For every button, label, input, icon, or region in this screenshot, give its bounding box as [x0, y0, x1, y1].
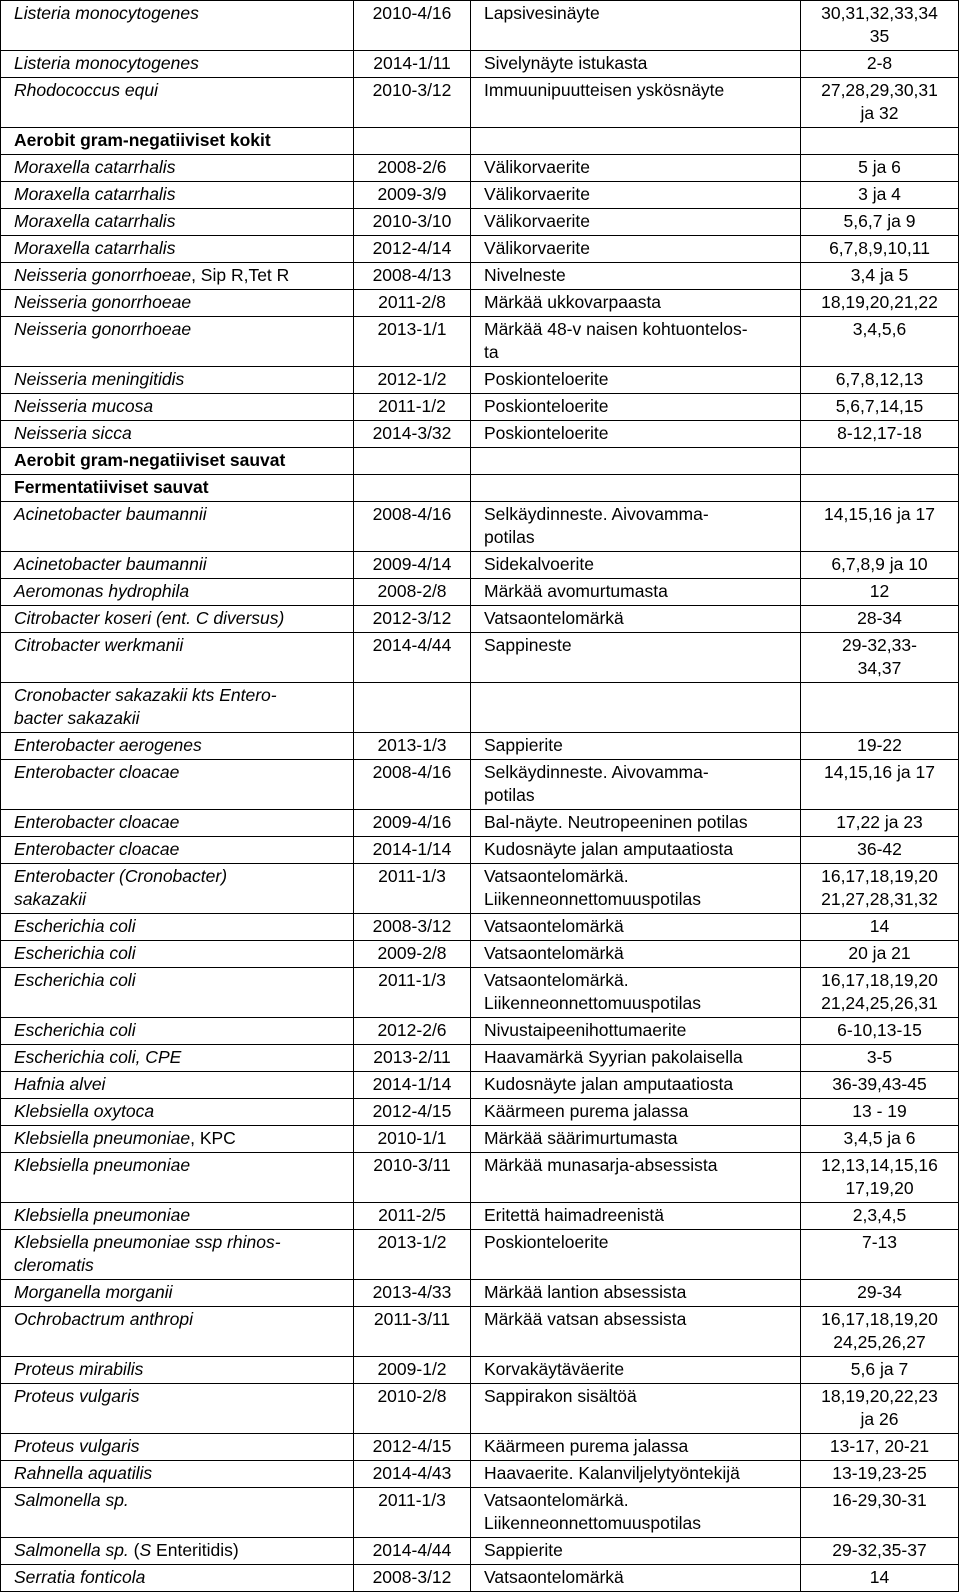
organism-name: Salmonella sp.: [14, 1490, 129, 1510]
pages-cell: 13-19,23-25: [801, 1461, 959, 1488]
pages-cell: 3,4,5 ja 6: [801, 1126, 959, 1153]
code-cell: 2014-4/44: [354, 1538, 471, 1565]
organism-cell: [1, 1280, 354, 1307]
pages-cell: 16,17,18,19,20 21,24,25,26,31: [801, 968, 959, 1018]
pages-cell: 8-12,17-18: [801, 421, 959, 448]
organism-name: Citrobacter koseri (ent. C diversus): [14, 608, 285, 628]
sample-cell: Lapsivesinäyte: [471, 1, 801, 51]
pages-cell: 16,17,18,19,20 24,25,26,27: [801, 1307, 959, 1357]
organism-cell: [1, 633, 354, 683]
organism-name: Neisseria gonorrhoeae: [14, 319, 192, 339]
pages-cell: [801, 683, 959, 733]
code-cell: 2012-4/15: [354, 1099, 471, 1126]
pages-cell: 7-13: [801, 1230, 959, 1280]
organism-name: Acinetobacter baumannii: [14, 504, 207, 524]
table-row: [1, 1126, 959, 1153]
organism-note: (: [128, 1540, 140, 1560]
organism-cell: [1, 1434, 354, 1461]
pages-cell: 29-34: [801, 1280, 959, 1307]
table-row: [1, 1384, 959, 1434]
section-heading-row: [1, 475, 959, 502]
sample-cell: Vatsaontelomärkä: [471, 941, 801, 968]
organism-name: Escherichia coli: [14, 943, 136, 963]
code-cell: 2014-4/43: [354, 1461, 471, 1488]
code-cell: 2014-4/44: [354, 633, 471, 683]
code-cell: 2014-1/11: [354, 51, 471, 78]
code-cell: 2010-1/1: [354, 1126, 471, 1153]
organism-name: Listeria monocytogenes: [14, 3, 199, 23]
sample-cell: Märkää avomurtumasta: [471, 579, 801, 606]
pages-cell: 18,19,20,22,23 ja 26: [801, 1384, 959, 1434]
organism-cell: [1, 1153, 354, 1203]
code-cell: 2010-2/8: [354, 1384, 471, 1434]
table-row: [1, 290, 959, 317]
table-row: [1, 1538, 959, 1565]
table-row: [1, 182, 959, 209]
pages-cell: [801, 475, 959, 502]
table-row: [1, 502, 959, 552]
organism-name: Klebsiella pneumoniae: [14, 1205, 191, 1225]
pages-cell: 6,7,8,12,13: [801, 367, 959, 394]
pages-cell: 12: [801, 579, 959, 606]
pages-cell: 36-39,43-45: [801, 1072, 959, 1099]
organism-cell: [1, 182, 354, 209]
organism-cell: [1, 128, 354, 155]
pages-cell: 30,31,32,33,34 35: [801, 1, 959, 51]
code-cell: 2010-3/12: [354, 78, 471, 128]
sample-cell: Vatsaontelomärkä. Liikenneonnettomuuspotilas: [471, 864, 801, 914]
organism-cell: [1, 864, 354, 914]
table-row: [1, 837, 959, 864]
pages-cell: 19-22: [801, 733, 959, 760]
pages-cell: 14: [801, 1565, 959, 1592]
organism-name: Acinetobacter baumannii: [14, 554, 207, 574]
sample-cell: [471, 475, 801, 502]
organism-cell: [1, 1203, 354, 1230]
sample-cell: Välikorvaerite: [471, 155, 801, 182]
sample-cell: Vatsaontelomärkä: [471, 1565, 801, 1592]
sample-cell: Märkää munasarja-absessista: [471, 1153, 801, 1203]
sample-cell: Nivustaipeenihottumaerite: [471, 1018, 801, 1045]
code-cell: 2011-3/11: [354, 1307, 471, 1357]
organism-cell: [1, 290, 354, 317]
sample-cell: [471, 128, 801, 155]
organism-cell: [1, 810, 354, 837]
pages-cell: 16-29,30-31: [801, 1488, 959, 1538]
table-body: [1, 1, 959, 1592]
table-row: [1, 1099, 959, 1126]
sample-cell: Selkäydinneste. Aivovamma- potilas: [471, 760, 801, 810]
pages-cell: 36-42: [801, 837, 959, 864]
organism-note: , Sip R,Tet R: [191, 265, 290, 285]
sample-cell: Poskionteloerite: [471, 367, 801, 394]
pages-cell: 28-34: [801, 606, 959, 633]
organism-name: Moraxella catarrhalis: [14, 184, 176, 204]
organism-cell: [1, 941, 354, 968]
code-cell: 2013-1/1: [354, 317, 471, 367]
code-cell: [354, 128, 471, 155]
organism-name: Neisseria gonorrhoeae: [14, 265, 192, 285]
code-cell: 2009-4/14: [354, 552, 471, 579]
organism-cell: [1, 914, 354, 941]
organism-cell: [1, 1045, 354, 1072]
organism-cell: [1, 1018, 354, 1045]
pages-cell: 16,17,18,19,20 21,27,28,31,32: [801, 864, 959, 914]
organism-cell: [1, 263, 354, 290]
organism-cell: [1, 51, 354, 78]
table-row: [1, 263, 959, 290]
organism-cell: [1, 1357, 354, 1384]
table-row: [1, 579, 959, 606]
code-cell: [354, 683, 471, 733]
organism-name: Hafnia alvei: [14, 1074, 106, 1094]
sample-cell: Haavaerite. Kalanviljelytyöntekijä: [471, 1461, 801, 1488]
code-cell: 2012-3/12: [354, 606, 471, 633]
pages-cell: 13 - 19: [801, 1099, 959, 1126]
pages-cell: 5 ja 6: [801, 155, 959, 182]
organism-name: Escherichia coli: [14, 1020, 136, 1040]
organism-cell: [1, 421, 354, 448]
organism-name: Klebsiella oxytoca: [14, 1101, 155, 1121]
code-cell: 2014-3/32: [354, 421, 471, 448]
sample-cell: Eritettä haimadreenistä: [471, 1203, 801, 1230]
code-cell: 2009-4/16: [354, 810, 471, 837]
organism-cell: [1, 552, 354, 579]
sample-cell: Märkää säärimurtumasta: [471, 1126, 801, 1153]
sample-cell: Korvakäytäväerite: [471, 1357, 801, 1384]
code-cell: 2009-3/9: [354, 182, 471, 209]
code-cell: [354, 475, 471, 502]
table-row: [1, 236, 959, 263]
sample-cell: Kudosnäyte jalan amputaatiosta: [471, 837, 801, 864]
organism-name: Moraxella catarrhalis: [14, 211, 176, 231]
sample-cell: Haavamärkä Syyrian pakolaisella: [471, 1045, 801, 1072]
table-row: [1, 914, 959, 941]
table-row: [1, 78, 959, 128]
sample-cell: Bal-näyte. Neutropeeninen potilas: [471, 810, 801, 837]
sample-cell: [471, 448, 801, 475]
pages-cell: 20 ja 21: [801, 941, 959, 968]
organism-name: Ochrobactrum anthropi: [14, 1309, 193, 1329]
sample-cell: Välikorvaerite: [471, 236, 801, 263]
code-cell: 2011-1/3: [354, 1488, 471, 1538]
organism-cell: [1, 317, 354, 367]
organism-name: Aeromonas hydrophila: [14, 581, 190, 601]
table-row: [1, 367, 959, 394]
table-row: [1, 155, 959, 182]
organism-name: Serratia fonticola: [14, 1567, 146, 1587]
pages-cell: 6,7,8,9,10,11: [801, 236, 959, 263]
pages-cell: 27,28,29,30,31 ja 32: [801, 78, 959, 128]
organism-cell: [1, 155, 354, 182]
code-cell: 2013-2/11: [354, 1045, 471, 1072]
sample-cell: Kudosnäyte jalan amputaatiosta: [471, 1072, 801, 1099]
table-row: [1, 606, 959, 633]
organism-name: Cronobacter sakazakii kts Entero- bacter sakazakii: [14, 685, 277, 728]
table-row: [1, 1565, 959, 1592]
table-row: [1, 1357, 959, 1384]
sample-cell: Vatsaontelomärkä: [471, 914, 801, 941]
pages-cell: 2-8: [801, 51, 959, 78]
organism-cell: [1, 367, 354, 394]
pages-cell: [801, 128, 959, 155]
organism-name: Proteus vulgaris: [14, 1436, 140, 1456]
code-cell: 2008-2/8: [354, 579, 471, 606]
organism-name: Klebsiella pneumoniae: [14, 1155, 191, 1175]
sample-cell: Märkää vatsan absessista: [471, 1307, 801, 1357]
pages-cell: 14: [801, 914, 959, 941]
table-row: [1, 941, 959, 968]
sample-cell: Poskionteloerite: [471, 1230, 801, 1280]
organism-cell: [1, 606, 354, 633]
organism-name: Morganella morganii: [14, 1282, 173, 1302]
table-row: [1, 1488, 959, 1538]
sample-cell: Märkää lantion absessista: [471, 1280, 801, 1307]
sample-cell: Vatsaontelomärkä. Liikenneonnettomuuspotilas: [471, 1488, 801, 1538]
code-cell: 2008-4/13: [354, 263, 471, 290]
organism-cell: [1, 1384, 354, 1434]
organism-name: Neisseria mucosa: [14, 396, 154, 416]
organism-cell: [1, 1461, 354, 1488]
sample-cell: Märkää 48-v naisen kohtuontelos- ta: [471, 317, 801, 367]
organism-name: Moraxella catarrhalis: [14, 238, 176, 258]
code-cell: 2011-2/5: [354, 1203, 471, 1230]
section-heading-row: [1, 128, 959, 155]
sample-cell: Märkää ukkovarpaasta: [471, 290, 801, 317]
code-cell: 2010-3/10: [354, 209, 471, 236]
pages-cell: 3,4,5,6: [801, 317, 959, 367]
code-cell: 2011-2/8: [354, 290, 471, 317]
sample-cell: Sidekalvoerite: [471, 552, 801, 579]
pages-cell: 5,6,7,14,15: [801, 394, 959, 421]
organism-name: Enterobacter cloacae: [14, 812, 180, 832]
organism-note: , KPC: [190, 1128, 236, 1148]
sample-cell: Poskionteloerite: [471, 394, 801, 421]
organism-name: Citrobacter werkmanii: [14, 635, 184, 655]
sample-cell: Immuunipuutteisen yskösnäyte: [471, 78, 801, 128]
code-cell: 2013-1/3: [354, 733, 471, 760]
pages-cell: 17,22 ja 23: [801, 810, 959, 837]
table-row: [1, 1, 959, 51]
organism-cell: [1, 1230, 354, 1280]
code-cell: 2012-4/15: [354, 1434, 471, 1461]
organism-name: Enterobacter cloacae: [14, 839, 180, 859]
table-row: [1, 51, 959, 78]
organism-cell: [1, 968, 354, 1018]
sample-cell: Vatsaontelomärkä. Liikenneonnettomuuspotilas: [471, 968, 801, 1018]
organism-note: Enteritidis): [151, 1540, 239, 1560]
organism-cell: [1, 1538, 354, 1565]
sample-cell: Sivelynäyte istukasta: [471, 51, 801, 78]
organism-cell: [1, 209, 354, 236]
code-cell: [354, 448, 471, 475]
organism-cell: [1, 1, 354, 51]
organism-name: Enterobacter aerogenes: [14, 735, 202, 755]
table-row: [1, 317, 959, 367]
pages-cell: 3-5: [801, 1045, 959, 1072]
pages-cell: 6-10,13-15: [801, 1018, 959, 1045]
pages-cell: 5,6,7 ja 9: [801, 209, 959, 236]
code-cell: 2011-1/2: [354, 394, 471, 421]
organism-name: Escherichia coli: [14, 916, 136, 936]
pages-cell: 12,13,14,15,16 17,19,20: [801, 1153, 959, 1203]
organism-name: Neisseria meningitidis: [14, 369, 185, 389]
table-row: [1, 733, 959, 760]
table-row: [1, 394, 959, 421]
table-row: [1, 968, 959, 1018]
table-row: [1, 1307, 959, 1357]
organism-name: Proteus mirabilis: [14, 1359, 144, 1379]
organism-name: Rhodococcus equi: [14, 80, 158, 100]
code-cell: 2010-4/16: [354, 1, 471, 51]
organism-cell: [1, 1072, 354, 1099]
table-row: [1, 760, 959, 810]
sample-cell: Sappierite: [471, 1538, 801, 1565]
sample-cell: Sappineste: [471, 633, 801, 683]
table-row: [1, 1203, 959, 1230]
organism-name: Enterobacter cloacae: [14, 762, 180, 782]
sample-cell: Käärmeen purema jalassa: [471, 1099, 801, 1126]
organism-cell: [1, 78, 354, 128]
code-cell: 2008-4/16: [354, 760, 471, 810]
organism-name: Listeria monocytogenes: [14, 53, 199, 73]
organism-cell: [1, 837, 354, 864]
sample-cell: Sappirakon sisältöä: [471, 1384, 801, 1434]
organism-name: Escherichia coli: [14, 970, 136, 990]
code-cell: 2012-4/14: [354, 236, 471, 263]
pages-cell: 3 ja 4: [801, 182, 959, 209]
organism-name: Klebsiella pneumoniae: [14, 1128, 191, 1148]
sample-cell: Selkäydinneste. Aivovamma- potilas: [471, 502, 801, 552]
organism-cell: [1, 1488, 354, 1538]
organism-cell: [1, 502, 354, 552]
table-row: [1, 1434, 959, 1461]
pages-cell: 18,19,20,21,22: [801, 290, 959, 317]
pages-cell: 14,15,16 ja 17: [801, 760, 959, 810]
table-row: [1, 633, 959, 683]
code-cell: 2011-1/3: [354, 968, 471, 1018]
table-row: [1, 683, 959, 733]
code-cell: 2014-1/14: [354, 837, 471, 864]
pages-cell: 5,6 ja 7: [801, 1357, 959, 1384]
organism-name: Salmonella sp.: [14, 1540, 129, 1560]
organism-name: Rahnella aquatilis: [14, 1463, 153, 1483]
pages-cell: 29-32,35-37: [801, 1538, 959, 1565]
pages-cell: 3,4 ja 5: [801, 263, 959, 290]
code-cell: 2012-1/2: [354, 367, 471, 394]
table-row: [1, 1045, 959, 1072]
section-heading: Aerobit gram-negatiiviset kokit: [14, 130, 271, 150]
organism-name: Moraxella catarrhalis: [14, 157, 176, 177]
table-row: [1, 552, 959, 579]
organism-name: Neisseria sicca: [14, 423, 132, 443]
code-cell: 2011-1/3: [354, 864, 471, 914]
pages-cell: 29-32,33- 34,37: [801, 633, 959, 683]
table-row: [1, 421, 959, 448]
sample-cell: Poskionteloerite: [471, 421, 801, 448]
section-heading: Fermentatiiviset sauvat: [14, 477, 209, 497]
table-row: [1, 1153, 959, 1203]
pages-cell: 2,3,4,5: [801, 1203, 959, 1230]
organism-cell: [1, 579, 354, 606]
code-cell: 2008-4/16: [354, 502, 471, 552]
organism-note: S: [139, 1540, 152, 1560]
organism-cell: [1, 760, 354, 810]
organism-name: Escherichia coli, CPE: [14, 1047, 182, 1067]
organism-cell: [1, 394, 354, 421]
code-cell: 2009-1/2: [354, 1357, 471, 1384]
table-row: [1, 1072, 959, 1099]
table-row: [1, 1018, 959, 1045]
code-cell: 2008-2/6: [354, 155, 471, 182]
organism-cell: [1, 448, 354, 475]
organism-cell: [1, 683, 354, 733]
section-heading: Aerobit gram-negatiiviset sauvat: [14, 450, 286, 470]
table-row: [1, 1461, 959, 1488]
sample-cell: Käärmeen purema jalassa: [471, 1434, 801, 1461]
sample-cell: Sappierite: [471, 733, 801, 760]
code-cell: 2008-3/12: [354, 914, 471, 941]
organism-name: Enterobacter (Cronobacter) sakazakii: [14, 866, 228, 909]
table-row: [1, 1230, 959, 1280]
pages-cell: 13-17, 20-21: [801, 1434, 959, 1461]
section-heading-row: [1, 448, 959, 475]
sample-cell: Välikorvaerite: [471, 209, 801, 236]
code-cell: 2010-3/11: [354, 1153, 471, 1203]
organism-cell: [1, 1307, 354, 1357]
organism-name: Neisseria gonorrhoeae: [14, 292, 192, 312]
code-cell: 2014-1/14: [354, 1072, 471, 1099]
code-cell: 2008-3/12: [354, 1565, 471, 1592]
organism-cell: [1, 733, 354, 760]
table-row: [1, 810, 959, 837]
code-cell: 2013-1/2: [354, 1230, 471, 1280]
organism-cell: [1, 1565, 354, 1592]
organism-cell: [1, 475, 354, 502]
pages-cell: [801, 448, 959, 475]
pages-cell: 6,7,8,9 ja 10: [801, 552, 959, 579]
organism-name: Proteus vulgaris: [14, 1386, 140, 1406]
sample-cell: Vatsaontelomärkä: [471, 606, 801, 633]
organism-cell: [1, 236, 354, 263]
organism-cell: [1, 1126, 354, 1153]
table-row: [1, 864, 959, 914]
sample-cell: [471, 683, 801, 733]
table-row: [1, 209, 959, 236]
organism-cell: [1, 1099, 354, 1126]
table-row: [1, 1280, 959, 1307]
pages-cell: 14,15,16 ja 17: [801, 502, 959, 552]
sample-cell: Nivelneste: [471, 263, 801, 290]
code-cell: 2013-4/33: [354, 1280, 471, 1307]
sample-cell: Välikorvaerite: [471, 182, 801, 209]
organism-name: Klebsiella pneumoniae ssp rhinos- cleromatis: [14, 1232, 281, 1275]
code-cell: 2012-2/6: [354, 1018, 471, 1045]
code-cell: 2009-2/8: [354, 941, 471, 968]
